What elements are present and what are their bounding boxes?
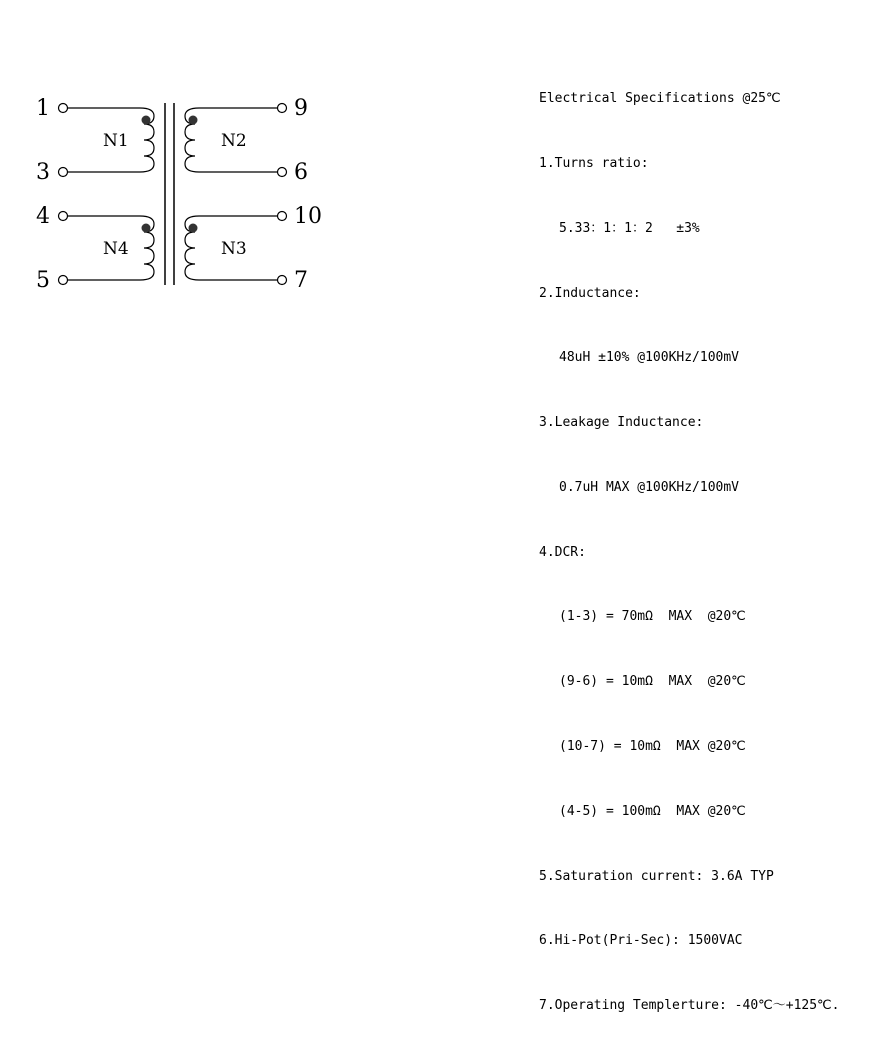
spec-hipot: 6.Hi-Pot(Pri-Sec): 1500VAC [539, 933, 743, 949]
pin-label-10: 10 [294, 204, 322, 229]
winding-label-n2: N2 [221, 131, 247, 151]
winding-label-n3: N3 [221, 239, 247, 259]
spec-inductance-label: 2.Inductance: [539, 285, 641, 301]
winding-label-n4: N4 [103, 239, 129, 259]
polarity-dot-n2 [189, 116, 198, 125]
spec-dcr-4-5: (4-5) = 100mΩ MAX @20℃ [559, 803, 746, 819]
electrical-specifications [539, 45, 889, 1038]
spec-saturation: 5.Saturation current: 3.6A TYP [539, 868, 774, 884]
spec-dcr-label: 4.DCR: [539, 544, 586, 560]
polarity-dot-n1 [142, 116, 151, 125]
spec-leakage-value: 0.7uH MAX @100KHz/100mV [559, 479, 740, 495]
spec-dcr-10-7: (10-7) = 10mΩ MAX @20℃ [559, 739, 746, 754]
polarity-dot-n3 [189, 224, 198, 233]
spec-turns-value: 5.33：1：1：2 ±3% [559, 220, 700, 236]
specs-title: Electrical Specifications @25℃ [539, 91, 781, 107]
spec-turns-label: 1.Turns ratio: [539, 155, 649, 171]
spec-inductance-value: 48uH ±10% @100KHz/100mV [559, 350, 740, 366]
pin-label-5: 5 [36, 268, 50, 293]
spec-dcr-9-6: (9-6) = 10mΩ MAX @20℃ [559, 674, 746, 690]
pin-label-3: 3 [36, 160, 50, 185]
pin-label-7: 7 [294, 268, 308, 293]
spec-operating-temp: 7.Operating Templerture: -40℃～+125℃. [539, 998, 840, 1014]
pin-label-6: 6 [294, 160, 308, 185]
pin-label-4: 4 [36, 204, 50, 229]
spec-leakage-label: 3.Leakage Inductance: [539, 415, 704, 431]
winding-label-n1: N1 [103, 131, 129, 151]
polarity-dot-n4 [142, 224, 151, 233]
spec-dcr-1-3: (1-3) = 70mΩ MAX @20℃ [559, 609, 746, 625]
pin-label-1: 1 [36, 96, 50, 121]
transformer-schematic [0, 0, 480, 430]
pin-label-9: 9 [294, 96, 308, 121]
